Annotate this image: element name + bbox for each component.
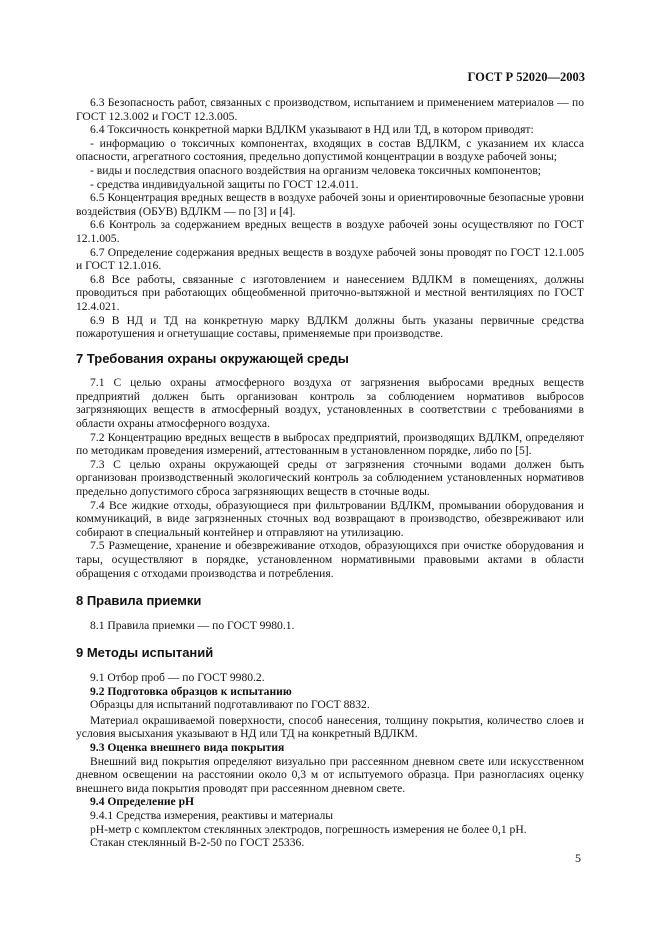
paragraph-9-4-1: 9.4.1 Средства измерения, реактивы и материалы <box>90 808 334 822</box>
subheading-9-4: 9.4 Определение pH <box>90 795 195 809</box>
paragraph-9-3: Внешний вид покрытия определяют визуально при рассеянном дневном свете или искусственном дневном освещении на расстоянии около 0,3 м от испытуемого образца. При разногласиях оценку внешнего вида покрытия проводят при рассеянном дневном свете. <box>76 754 584 795</box>
paragraph-7-5: 7.5 Размещение, хранение и обезвреживание отходов, образующихся при очистке оборудования и тары, осуществляют в порядке, установленном нормативными правовыми актами в области обращения с отходами производства и потребления. <box>76 539 584 580</box>
paragraph-6-3: 6.3 Безопасность работ, связанных с производством, испытанием и применением материалов — по ГОСТ 12.3.002 и ГОСТ 12.3.005. <box>76 96 584 123</box>
list-item: - средства индивидуальной защиты по ГОСТ 12.4.011. <box>90 177 359 191</box>
paragraph-7-4: 7.4 Все жидкие отходы, образующиеся при фильтровании ВДЛКМ, промывании оборудования и коммуникаций, в виде загрязненных сточных вод возвращают в производство, обезвреживают или собирают в специальный контейнер и отправляют на утилизацию. <box>76 498 584 539</box>
paragraph-6-8: 6.8 Все работы, связанные с изготовлением и нанесением ВДЛКМ в помещениях, должны проводиться при работающих общеобменной приточно-вытяжной и местной вентиляциях по ГОСТ 12.4.021. <box>76 272 584 313</box>
paragraph-9-1: 9.1 Отбор проб — по ГОСТ 9980.2. <box>90 670 265 684</box>
paragraph-9-2-a: Образцы для испытаний подготавливают по ГОСТ 8832. <box>90 698 370 712</box>
paragraph-6-7: 6.7 Определение содержания вредных веществ в воздухе рабочей зоны проводят по ГОСТ 12.1.005 и ГОСТ 12.1.016. <box>76 245 584 273</box>
section-7-heading: 7 Требования охраны окружающей среды <box>76 350 349 366</box>
paragraph-8-1: 8.1 Правила приемки — по ГОСТ 9980.1. <box>90 618 295 632</box>
paragraph-7-2: 7.2 Концентрацию вредных веществ в выбросах предприятий, производящих ВДЛКМ, определяют по методикам проведения измерений, аттестованным в установленном порядке, либо по [5]. <box>76 430 584 458</box>
subheading-9-3: 9.3 Оценка внешнего вида покрытия <box>90 740 285 754</box>
paragraph-7-3: 7.3 С целью охраны окружающей среды от загрязнения сточными водами должен быть организован производственный экологический контроль за соблюдением установленных нормативов предельно допустимого сброса загрязняющих веществ в сточные воды. <box>76 457 584 499</box>
section-9-heading: 9 Методы испытаний <box>76 645 214 661</box>
paragraph-7-1: 7.1 С целью охраны атмосферного воздуха от загрязнения выбросами вредных веществ предприятий должен быть организован контроль за соблюдением нормативов выбросов загрязняющих веществ в атмосферный воздух, установленных в соответствии с требованиями в области охраны атмосферного воздуха. <box>76 376 584 431</box>
paragraph-9-4-1-b: Стакан стеклянный В-2-50 по ГОСТ 25336. <box>90 836 305 850</box>
section-8-heading: 8 Правила приемки <box>76 593 202 609</box>
page-content <box>76 96 584 850</box>
list-item: - виды и последствия опасного воздействия на организм человека токсичных компонентов; <box>90 163 542 177</box>
paragraph-9-2-b: Материал окрашиваемой поверхности, способ нанесения, толщину покрытия, количество слоев и условия высыхания указывают в НД или ТД на конкретный ВДЛКМ. <box>76 713 584 741</box>
paragraph-6-6: 6.6 Контроль за содержанием вредных веществ в воздухе рабочей зоны осуществляют по ГОСТ 12.1.005. <box>76 218 584 245</box>
page-number: 5 <box>575 851 581 865</box>
subheading-9-2: 9.2 Подготовка образцов к испытанию <box>90 684 292 698</box>
paragraph-9-4-1-a: pH-метр с комплектом стеклянных электродов, погрешность измерения не более 0,1 pH. <box>90 822 527 836</box>
paragraph-6-5: 6.5 Концентрация вредных веществ в воздухе рабочей зоны и ориентировочные безопасные уровни воздействия (ОБУВ) ВДЛКМ — по [3] и [4]. <box>76 191 584 218</box>
paragraph-6-4: 6.4 Токсичность конкретной марки ВДЛКМ указывают в НД или ТД, в котором приводят: <box>90 123 534 137</box>
list-item: - информацию о токсичных компонентах, входящих в состав ВДЛКМ, с указанием их класса опасности, агрегатного состояния, предельно допустимой концентрации в воздухе рабочей зоны; <box>76 136 584 164</box>
paragraph-6-9: 6.9 В НД и ТД на конкретную марку ВДЛКМ должны быть указаны первичные средства пожаротушения и огнетушащие составы, применяемые при производстве. <box>76 313 584 341</box>
document-id: ГОСТ Р 52020—2003 <box>467 70 585 84</box>
